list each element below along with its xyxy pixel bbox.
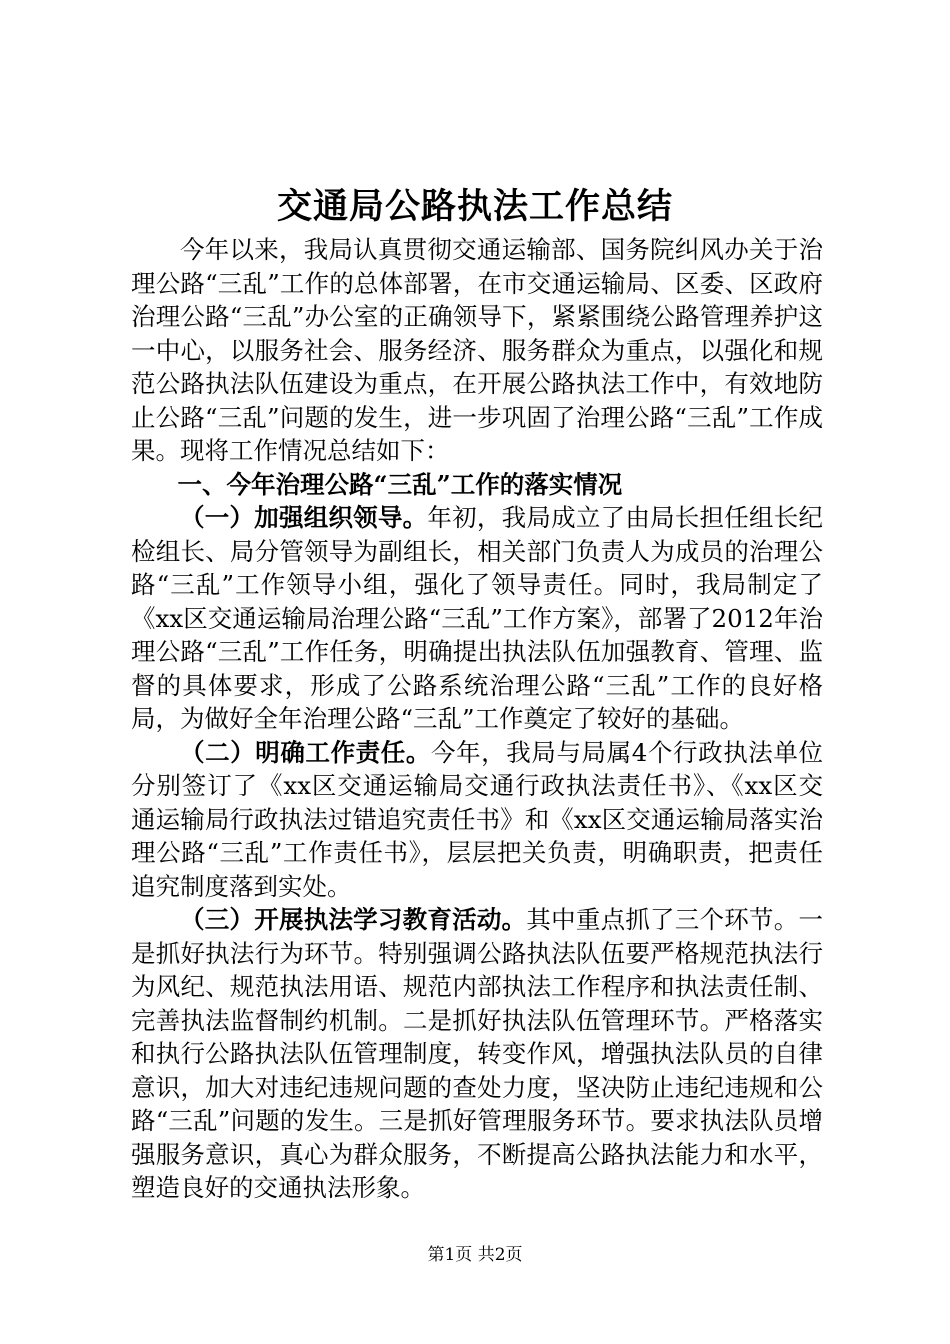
item-lead-3: （三）开展执法学习教育活动。 xyxy=(180,905,527,934)
item-paragraph-1 xyxy=(131,501,823,736)
item-lead-2: （二）明确工作责任。 xyxy=(180,737,431,767)
document-body xyxy=(131,233,823,1205)
document-title: 交通局公路执法工作总结 xyxy=(276,186,673,227)
item-paragraph-2 xyxy=(131,736,823,904)
page-footer: 第1页 共2页 xyxy=(427,1245,523,1265)
item-lead-1: （一）加强组织领导。 xyxy=(180,503,428,532)
item-text-1: 年初，我局成立了由局长担任组长纪检组长、局分管领导为副组长，相关部门负责人为成员的治理公路“三乱”工作领导小组，强化了领导责任。同时，我局制定了《xx区交通运输局治理公路“三乱”工作方案》，部署了2012年治理公路“三乱”工作任务，明确提出执法队伍加强教育、管理、监督的具体要求，形成了公路系统治理公路“三乱”工作的良好格局，为做好全年治理公路“三乱”工作奠定了较好的基础。 xyxy=(131,503,824,733)
item-paragraph-3 xyxy=(131,903,823,1205)
item-text-3: 其中重点抓了三个环节。一是抓好执法行为环节。特别强调公路执法队伍要严格规范执法行为风纪、规范执法用语、规范内部执法工作程序和执法责任制、完善执法监督制约机制。二是抓好执法队伍管理环节。严格落实和执行公路执法队伍管理制度，转变作风，增强执法队员的自律意识，加大对违纪违规问题的查处力度，坚决防止违纪违规和公路“三乱”问题的发生。三是抓好管理服务环节。要求执法队员增强服务意识，真心为群众服务，不断提高公路执法能力和水平，塑造良好的交通执法形象。 xyxy=(131,905,823,1202)
item-text-2: 今年，我局与局属4个行政执法单位分别签订了《xx区交通运输局交通行政执法责任书》、《xx区交通运输局行政执法过错追究责任书》和《xx区交通运输局落实治理公路“三乱”工作责任书》，层层把关负责，明确职责，把责任追究制度落到实处。 xyxy=(131,737,823,901)
intro-paragraph: 今年以来，我局认真贯彻交通运输部、国务院纠风办关于治理公路“三乱”工作的总体部署，在市交通运输局、区委、区政府治理公路“三乱”办公室的正确领导下，紧紧围绕公路管理养护这一中心，以服务社会、服务经济、服务群众为重点，以强化和规范公路执法队伍建设为重点，在开展公路执法工作中，有效地防止公路“三乱”问题的发生，进一步巩固了治理公路“三乱”工作成果。现将工作情况总结如下： xyxy=(131,235,823,465)
section-heading: 一、今年治理公路“三乱”工作的落实情况 xyxy=(177,469,623,499)
